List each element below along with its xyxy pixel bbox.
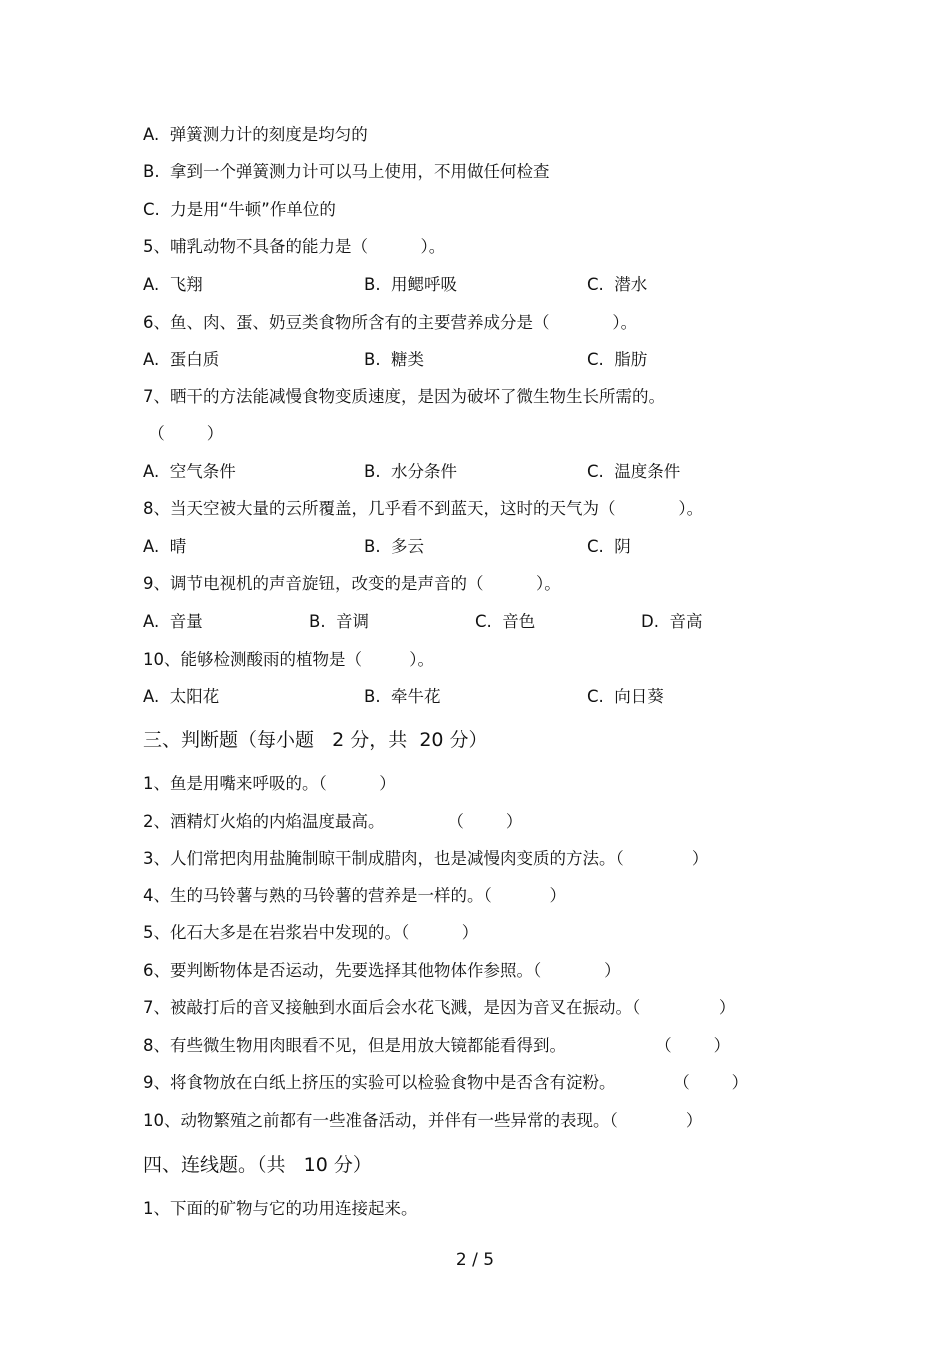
judge-8: 8、有些微生物用肉眼看不见，但是用放大镜都能看得到。 （ ） [143,1036,731,1055]
question-6: 6、鱼、肉、蛋、奶豆类食物所含有的主要营养成分是（ ）。 [143,313,638,332]
option-a: A. 空气条件 [143,462,236,481]
option-d: D. 音高 [641,612,703,631]
option-b: B. 水分条件 [364,462,458,481]
question-8: 8、当天空被大量的云所覆盖，几乎看不到蓝天，这时的天气为（ ）。 [143,499,704,518]
question-7-blank: （ ） [143,424,224,443]
judge-1: 1、鱼是用嘴来呼吸的。（ ） [143,774,396,793]
line-1: B. 拿到一个弹簧测力计可以马上使用，不用做任何检查 [143,162,550,181]
section-heading: 三、判断题（每小题 2 分，共 20 分） [143,729,488,751]
judge-2: 2、酒精灯火焰的内焰温度最高。 （ ） [143,812,523,831]
option-b: B. 用鳃呼吸 [364,275,458,294]
judge-3: 3、人们常把肉用盐腌制晾干制成腊肉，也是减慢肉变质的方法。（ ） [143,849,709,868]
option-c: C. 音色 [475,612,536,631]
judge-4: 4、生的马铃薯与熟的马铃薯的营养是一样的。（ ） [143,886,566,905]
judge-7: 7、被敲打后的音叉接触到水面后会水花飞溅，是因为音叉在振动。（ ） [143,998,736,1017]
question-7: 7、晒干的方法能减慢食物变质速度，是因为破坏了微生物生长所需的。 [143,387,665,406]
line-2: C. 力是用“牛顿”作单位的 [143,200,336,219]
option-a: A. 音量 [143,612,203,631]
option-c: C. 温度条件 [587,462,681,481]
line-0: A. 弹簧测力计的刻度是均匀的 [143,125,368,144]
section-heading: 四、连线题。（共 10 分） [143,1154,372,1176]
option-b: B. 多云 [364,537,425,556]
match-1: 1、下面的矿物与它的功用连接起来。 [143,1199,418,1218]
option-a: A. 太阳花 [143,687,220,706]
judge-5: 5、化石大多是在岩浆岩中发现的。（ ） [143,923,479,942]
option-b: B. 牵牛花 [364,687,441,706]
judge-10: 10、动物繁殖之前都有一些准备活动，并伴有一些异常的表现。（ ） [143,1111,703,1130]
option-c: C. 向日葵 [587,687,664,706]
page-number: 2 / 5 [455,1250,495,1270]
option-c: C. 潜水 [587,275,648,294]
option-b: B. 糖类 [364,350,425,369]
option-a: A. 蛋白质 [143,350,220,369]
option-c: C. 脂肪 [587,350,648,369]
option-a: A. 晴 [143,537,187,556]
question-10: 10、能够检测酸雨的植物是（ ）。 [143,650,434,669]
option-b: B. 音调 [309,612,370,631]
judge-9: 9、将食物放在白纸上挤压的实验可以检验食物中是否含有淀粉。 （ ） [143,1073,749,1092]
option-c: C. 阴 [587,537,631,556]
judge-6: 6、要判断物体是否运动，先要选择其他物体作参照。（ ） [143,961,621,980]
option-a: A. 飞翔 [143,275,203,294]
question-9: 9、调节电视机的声音旋钮，改变的是声音的（ ）。 [143,574,561,593]
question-5: 5、哺乳动物不具备的能力是（ ）。 [143,237,446,256]
